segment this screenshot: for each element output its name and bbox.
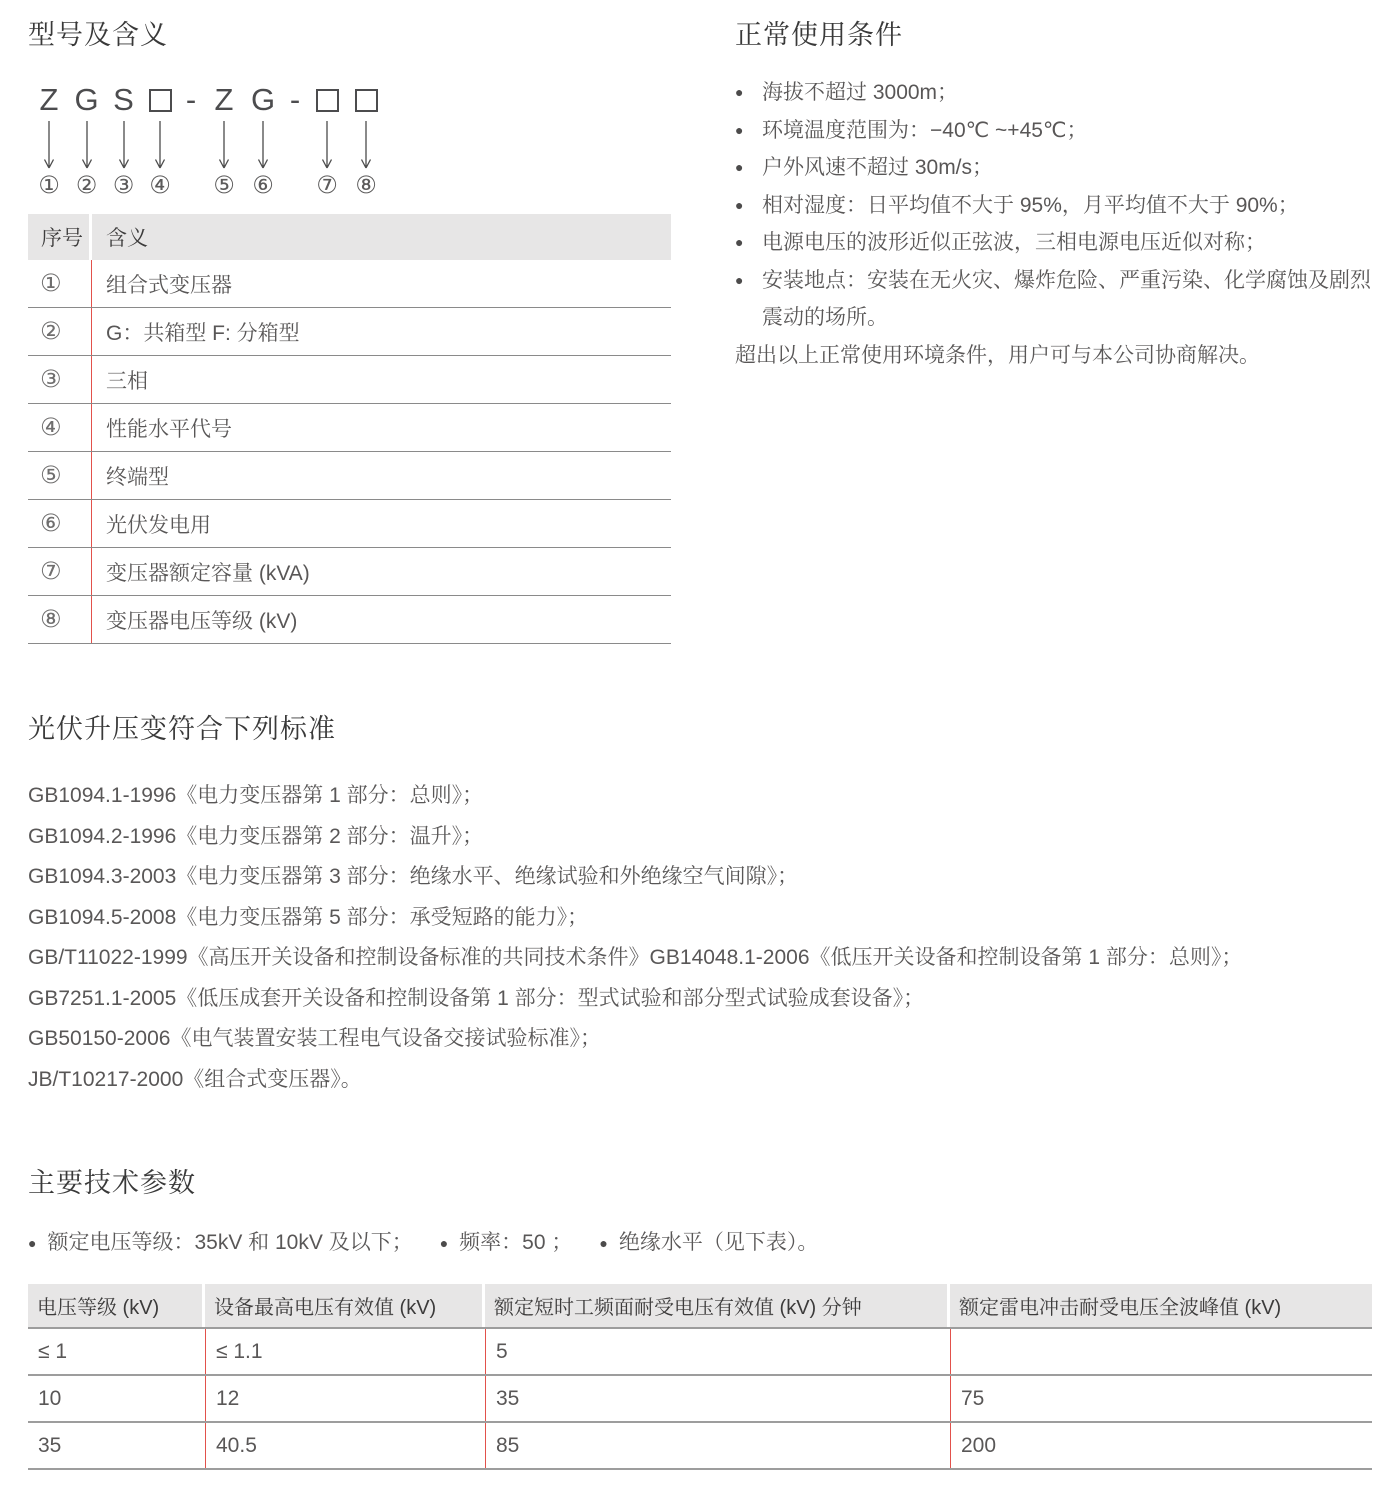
bullet-dot-icon: ● (735, 159, 744, 175)
standard-item: GB1094.1-1996《电力变压器第 1 部分：总则》； (28, 784, 484, 807)
bullet-dot-icon: ● (735, 121, 744, 138)
cell: 35 (485, 1376, 950, 1421)
section-title-parameters: 主要技术参数 (28, 1168, 196, 1198)
section-title-standards: 光伏升压变符合下列标准 (28, 714, 336, 744)
technical-parameters-section (28, 1164, 1372, 1470)
cell: ≤ 1 (38, 1339, 68, 1363)
column-header-max-voltage: 设备最高电压有效值 (kV) (205, 1284, 482, 1327)
standard-item: GB7251.1-2005《低压成套开关设备和控制设备第 1 部分：型式试验和部分型式试验成套设备》； (28, 986, 925, 1010)
cell: 5 (485, 1329, 950, 1374)
cell-meaning: G：共箱型 F: 分箱型 (106, 321, 300, 345)
standard-item: GB1094.3-2003《电力变压器第 3 部分：绝缘水平、绝缘试验和外绝缘空气间隙》； (28, 865, 799, 888)
table-header-row (28, 214, 671, 260)
down-arrow-icon (346, 118, 386, 170)
bullet-item (735, 187, 1385, 225)
model-meaning-section (28, 16, 673, 644)
bullet-item (735, 112, 1385, 150)
cell-meaning: 组合式变压器 (106, 273, 232, 297)
cell: 85 (485, 1423, 950, 1468)
table-row (28, 404, 671, 452)
cell-meaning: 变压器额定容量 (kVA) (106, 561, 310, 585)
cell-meaning: 终端型 (106, 465, 169, 489)
table-row (28, 308, 671, 356)
bullet-text: 环境温度范围为：−40℃ ~+45℃； (762, 118, 1088, 142)
bullet-text: 频率：50 ； (459, 1231, 573, 1254)
down-arrow-icon (142, 118, 178, 170)
code-arrows-row (30, 118, 673, 170)
bullet-text: 电源电压的波形近似正弦波，三相电源电压近似对称； (762, 231, 1266, 254)
cell: 35 (38, 1433, 62, 1457)
circled-number: ⑧ (355, 171, 377, 199)
cell-seq: ① (28, 260, 92, 307)
table-row (28, 356, 671, 404)
cell-seq: ⑦ (28, 548, 92, 595)
table-row (28, 1423, 1372, 1470)
code-letter: Z (39, 82, 59, 117)
standard-item: GB1094.5-2008《电力变压器第 5 部分：承受短路的能力》； (28, 905, 589, 929)
circled-number: ② (75, 171, 98, 199)
table-row (28, 260, 671, 308)
code-dash: - (185, 82, 197, 117)
column-header-lightning-impulse-withstand: 额定雷电冲击耐受电压全波峰值 (kV) (950, 1284, 1372, 1327)
bullet-dot-icon: ● (28, 1235, 37, 1251)
table-row (28, 596, 671, 644)
down-arrow-icon (244, 118, 282, 170)
model-meaning-table (28, 214, 671, 644)
cell (950, 1329, 1372, 1374)
cell-seq: ⑧ (28, 596, 92, 643)
cell-seq: ⑥ (28, 500, 92, 547)
standards-section (28, 710, 1378, 1100)
code-dash: - (289, 82, 301, 117)
cell-seq: ④ (28, 404, 92, 451)
code-letter: Z (214, 82, 234, 117)
bullet-item (28, 1228, 413, 1258)
use-conditions-section (735, 16, 1385, 374)
section-title-model: 型号及含义 (28, 20, 168, 50)
down-arrow-icon (105, 118, 142, 170)
bullet-text: 户外风速不超过 30m/s； (762, 156, 994, 179)
cell: 12 (205, 1376, 485, 1421)
bullet-dot-icon: ● (599, 1235, 608, 1251)
standard-item: GB50150-2006《电气装置安装工程电气设备交接试验标准》； (28, 1027, 601, 1050)
column-header-power-frequency-withstand: 额定短时工频面耐受电压有效值 (kV) 分钟 (485, 1284, 947, 1327)
table-row (28, 1376, 1372, 1423)
conditions-note: 超出以上正常使用环境条件，用户可与本公司协商解决。 (735, 343, 1260, 367)
table-row (28, 1329, 1372, 1376)
table-row (28, 452, 671, 500)
cell-meaning: 光伏发电用 (106, 513, 211, 537)
down-arrow-icon (30, 118, 68, 170)
bullet-item (735, 74, 1385, 112)
spacer (282, 170, 308, 200)
code-letter: G (250, 82, 276, 117)
bullet-text: 绝缘水平（见下表）。 (618, 1231, 819, 1254)
code-numbers-row (30, 170, 673, 200)
bullet-item (599, 1228, 818, 1258)
down-arrow-icon (68, 118, 105, 170)
down-arrow-icon (308, 118, 346, 170)
code-letter: S (113, 82, 134, 117)
bullet-dot-icon: ● (735, 234, 744, 250)
circled-number: ⑦ (316, 171, 338, 199)
spacer (178, 118, 204, 170)
column-header-voltage-class: 电压等级 (kV) (28, 1284, 202, 1327)
bullet-text: 相对湿度：日平均值不大于 95%，月平均值不大于 90%； (762, 193, 1299, 217)
parameter-bullets (28, 1228, 1372, 1258)
table-header-row (28, 1284, 1372, 1329)
circled-number: ⑤ (213, 171, 235, 199)
placeholder-box (308, 82, 346, 118)
insulation-level-table (28, 1284, 1372, 1470)
model-code-diagram (30, 82, 673, 200)
table-row (28, 548, 671, 596)
code-letter: G (74, 82, 99, 117)
cell: 75 (950, 1376, 1372, 1421)
placeholder-box (142, 82, 178, 118)
cell: 10 (38, 1386, 62, 1410)
bullet-item (735, 224, 1385, 262)
bullet-item (735, 262, 1385, 337)
bullet-dot-icon: ● (439, 1235, 449, 1251)
circled-number: ③ (112, 171, 135, 199)
cell-seq: ⑤ (28, 452, 92, 499)
table-row (28, 500, 671, 548)
placeholder-box (346, 82, 386, 118)
column-header-meaning: 含义 (92, 214, 671, 260)
cell-seq: ② (28, 308, 92, 355)
circled-number: ④ (149, 171, 171, 199)
standard-item: GB1094.2-1996《电力变压器第 2 部分：温升》； (28, 824, 484, 848)
bullet-dot-icon: ● (735, 196, 744, 213)
down-arrow-icon (204, 118, 244, 170)
cell-meaning: 三相 (106, 369, 148, 393)
spacer (178, 170, 204, 200)
cell: 40.5 (205, 1423, 485, 1468)
bullet-text: 海拔不超过 3000m； (762, 81, 959, 104)
cell: 200 (950, 1423, 1372, 1468)
bullet-item (440, 1228, 573, 1258)
cell: ≤ 1.1 (205, 1329, 485, 1374)
bullet-item (735, 149, 1385, 187)
circled-number: ⑥ (252, 171, 274, 199)
bullet-text: 安装地点：安装在无火灾、爆炸危险、严重污染、化学腐蚀及剧烈震动的场所。 (762, 268, 1371, 329)
cell-seq: ③ (28, 356, 92, 403)
cell-meaning: 性能水平代号 (106, 417, 232, 441)
circled-number: ① (38, 171, 60, 199)
section-title-conditions: 正常使用条件 (735, 20, 903, 50)
bullet-text: 额定电压等级：35kV 和 10kV 及以下； (47, 1231, 413, 1254)
standard-item: GB/T11022-1999《高压开关设备和控制设备标准的共同技术条件》GB14048.1-2006《低压开关设备和控制设备第 1 部分：总则》； (28, 946, 1243, 969)
spacer (282, 118, 308, 170)
bullet-dot-icon: ● (735, 84, 744, 100)
column-header-seq: 序号 (28, 214, 89, 260)
standard-item: JB/T10217-2000《组合式变压器》。 (28, 1067, 362, 1091)
cell-meaning: 变压器电压等级 (kV) (106, 609, 298, 633)
code-symbols-row (30, 82, 673, 118)
bullet-dot-icon: ● (735, 271, 744, 288)
